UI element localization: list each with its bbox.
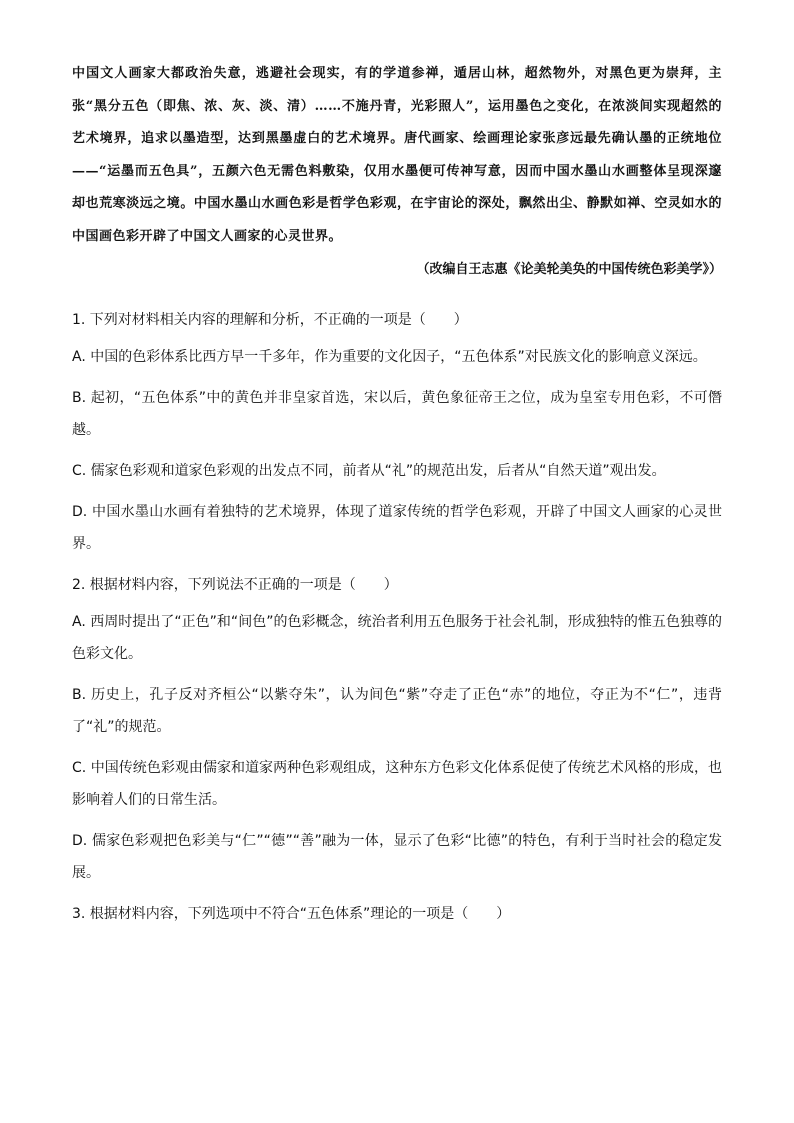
- option-b: B. 起初，“五色体系”中的黄色并非皇家首选，宋以后，黄色象征帝王之位，成为皇室专用色彩，不可僭越。: [72, 389, 722, 438]
- passage-source: （改编自王志惠《论美轮美奂的中国传统色彩美学》）: [416, 261, 722, 277]
- question-2: [72, 569, 722, 889]
- passage-paragraph: 中国文人画家大都政治失意，逃避社会现实，有的学道参禅，遁居山林，超然物外，对黑色更为崇拜，主张“黑分五色（即焦、浓、灰、淡、清）……不施丹青，光彩照人”，运用墨色之变化，在浓淡间实现超然的艺术境界，追求以墨造型，达到黑墨虚白的艺术境界。唐代画家、绘画理论家张彦远最先确认墨的正统地位——“运墨而五色具”，五颜六色无需色料敷染，仅用水墨便可传神写意，因而中国水墨山水画整体呈现深邃却也荒寒淡远之境。中国水墨山水画色彩是哲学色彩观，在宇宙论的深处，飘然出尘、静默如禅、空灵如水的中国画色彩开辟了中国文人画家的心灵世界。: [72, 66, 722, 244]
- option-c: C. 中国传统色彩观由儒家和道家两种色彩观组成，这种东方色彩文化体系促使了传统艺术风格的形成，也影响着人们的日常生活。: [72, 759, 722, 808]
- question-list: [72, 304, 722, 930]
- option-d: D. 儒家色彩观把色彩美与“仁”“德”“善”融为一体，显示了色彩“比德”的特色，有利于当时社会的稳定发展。: [72, 832, 722, 881]
- option-a: A. 中国的色彩体系比西方早一千多年，作为重要的文化因子，“五色体系”对民族文化的影响意义深远。: [72, 348, 707, 365]
- option-d: D. 中国水墨山水画有着独特的艺术境界，体现了道家传统的哲学色彩观，开辟了中国文人画家的心灵世界。: [72, 503, 722, 552]
- option-a: A. 西周时提出了“正色”和“间色”的色彩概念，统治者利用五色服务于社会礼制，形成独特的惟五色独尊的色彩文化。: [72, 613, 722, 662]
- question-stem: 1. 下列对材料相关内容的理解和分析，不正确的一项是（ ）: [72, 311, 468, 328]
- option-c: C. 儒家色彩观和道家色彩观的出发点不同，前者从“礼”的规范出发，后者从“自然天道”观出发。: [72, 462, 666, 479]
- question-3: [72, 898, 722, 930]
- question-stem: 2. 根据材料内容，下列说法不正确的一项是（ ）: [72, 576, 398, 593]
- option-b: B. 历史上，孔子反对齐桓公“以紫夺朱”，认为间色“紫”夺走了正色“赤”的地位，夺正为不“仁”，违背了“礼”的规范。: [72, 686, 722, 735]
- document-page: [72, 58, 722, 939]
- question-stem: 3. 根据材料内容，下列选项中不符合“五色体系”理论的一项是（ ）: [72, 905, 511, 922]
- question-1: [72, 304, 722, 560]
